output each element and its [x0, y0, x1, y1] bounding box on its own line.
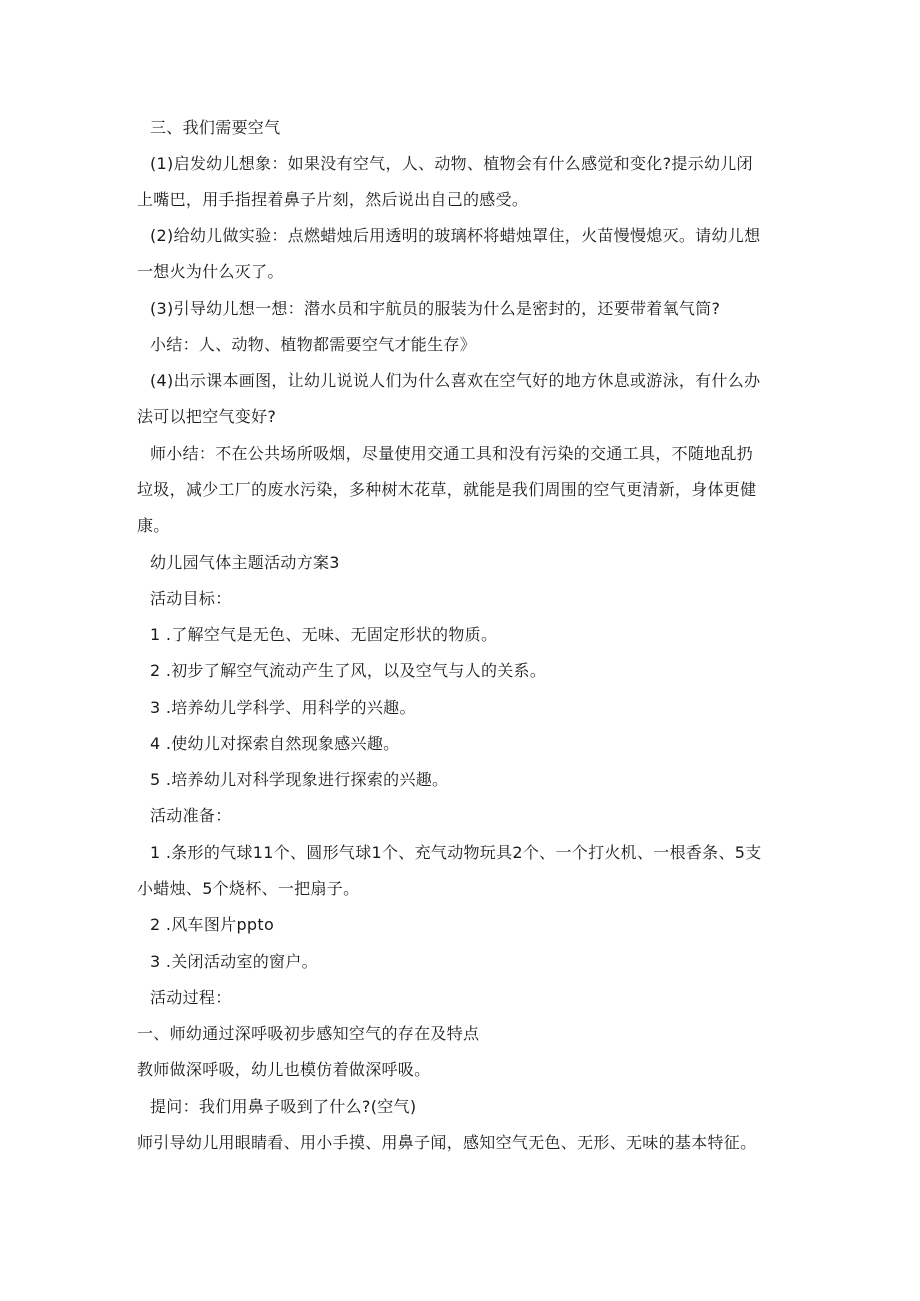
- list-item: 4 .使幼儿对探索自然现象感兴趣。: [150, 734, 400, 753]
- paragraph-line: (1)启发幼儿想象：如果没有空气，人、动物、植物会有什么感觉和变化?提示幼儿闭: [150, 154, 753, 173]
- list-item: 5 .培养幼儿对科学现象进行探索的兴趣。: [150, 770, 449, 789]
- list-item: 3 .关闭活动室的窗户。: [150, 952, 318, 971]
- list-item: 1 .条形的气球11个、圆形气球1个、充气动物玩具2个、一个打火机、一根香条、5支: [150, 843, 762, 862]
- paragraph-line: 小结：人、动物、植物都需要空气才能生存》: [150, 335, 477, 354]
- list-item: 2 .风车图片ppto: [150, 915, 275, 934]
- paragraph-line: (3)引导幼儿想一想：潜水员和宇航员的服装为什么是密封的，还要带着氧气筒?: [150, 299, 721, 318]
- paragraph-line: 一想火为什么灭了。: [137, 262, 284, 281]
- paragraph-line: 提问：我们用鼻子吸到了什么?(空气): [150, 1097, 417, 1116]
- paragraph-line: (4)出示课本画图，让幼儿说说人们为什么喜欢在空气好的地方休息或游泳，有什么办: [150, 371, 761, 390]
- list-item: 1 .了解空气是无色、无味、无固定形状的物质。: [150, 625, 498, 644]
- paragraph-line: 法可以把空气变好?: [137, 407, 277, 426]
- paragraph-line: 垃圾，减少工厂的废水污染，多种树木花草，就能是我们周围的空气更清新，身体更健: [137, 480, 757, 499]
- subheading: 活动准备：: [150, 806, 232, 825]
- plan-title: 幼儿园气体主题活动方案3: [150, 553, 340, 572]
- section-heading: 三、我们需要空气: [150, 118, 281, 137]
- paragraph-line: 师小结：不在公共场所吸烟，尽量使用交通工具和没有污染的交通工具，不随地乱扔: [150, 444, 754, 463]
- list-item: 3 .培养幼儿学科学、用科学的兴趣。: [150, 698, 416, 717]
- paragraph-line: 师引导幼儿用眼睛看、用小手摸、用鼻子闻，感知空气无色、无形、无味的基本特征。: [137, 1133, 757, 1152]
- list-item: 2 .初步了解空气流动产生了风，以及空气与人的关系。: [150, 661, 547, 680]
- subheading: 活动目标：: [150, 589, 232, 608]
- paragraph-line: 上嘴巴，用手指捏着鼻子片刻，然后说出自己的感受。: [137, 190, 529, 209]
- paragraph-line: (2)给幼儿做实验：点燃蜡烛后用透明的玻璃杯将蜡烛罩住，火苗慢慢熄灭。请幼儿想: [150, 226, 761, 245]
- section-heading: 一、师幼通过深呼吸初步感知空气的存在及特点: [137, 1024, 480, 1043]
- list-item: 小蜡烛、5个烧杯、一把扇子。: [137, 879, 360, 898]
- paragraph-line: 康。: [137, 516, 170, 535]
- paragraph-line: 教师做深呼吸，幼儿也模仿着做深呼吸。: [137, 1060, 431, 1079]
- subheading: 活动过程：: [150, 988, 232, 1007]
